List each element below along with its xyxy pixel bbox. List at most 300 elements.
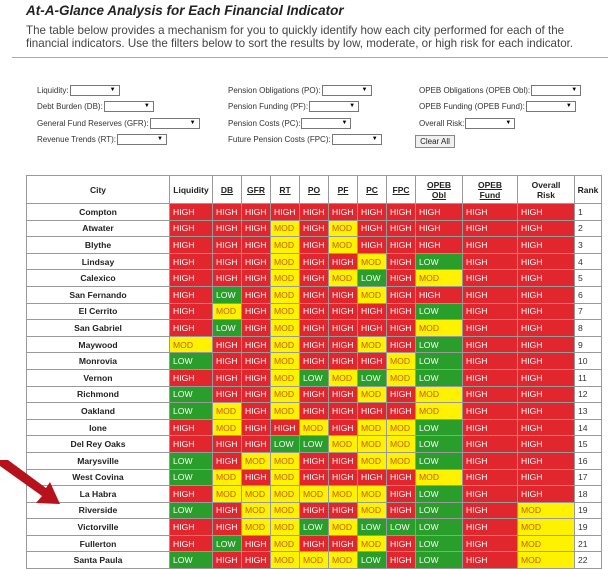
risk-cell: HIGH <box>387 403 416 420</box>
city-cell: Richmond <box>27 386 170 403</box>
risk-cell: HIGH <box>329 419 358 436</box>
filter-pension-costs <box>228 117 351 129</box>
risk-cell: HIGH <box>387 502 416 519</box>
risk-cell: HIGH <box>213 220 242 237</box>
risk-cell: MOD <box>213 403 242 420</box>
risk-cell: LOW <box>170 469 213 486</box>
risk-cell: HIGH <box>271 419 300 436</box>
risk-cell: HIGH <box>170 270 213 287</box>
risk-cell: HIGH <box>463 403 518 420</box>
risk-cell: MOD <box>271 552 300 569</box>
risk-cell: HIGH <box>518 403 575 420</box>
risk-cell: LOW <box>271 436 300 453</box>
risk-cell: HIGH <box>213 519 242 536</box>
risk-cell: HIGH <box>300 253 329 270</box>
risk-cell: HIGH <box>463 303 518 320</box>
chevron-down-icon: ▼ <box>565 102 572 109</box>
city-cell: Riverside <box>27 502 170 519</box>
risk-cell: LOW <box>213 286 242 303</box>
risk-cell: HIGH <box>463 204 518 221</box>
risk-cell: MOD <box>213 303 242 320</box>
column-header: RT <box>271 176 300 204</box>
filter-opeb-obl-select[interactable] <box>531 85 581 96</box>
risk-cell: HIGH <box>170 519 213 536</box>
rank-cell: 11 <box>575 369 602 386</box>
risk-cell: HIGH <box>242 253 271 270</box>
risk-cell: HIGH <box>329 502 358 519</box>
city-cell: Maywood <box>27 336 170 353</box>
risk-cell: HIGH <box>213 552 242 569</box>
risk-cell: HIGH <box>213 369 242 386</box>
table-row <box>27 353 602 370</box>
filter-debt-burden-select[interactable] <box>104 101 154 112</box>
risk-cell: HIGH <box>242 369 271 386</box>
risk-cell: HIGH <box>463 353 518 370</box>
table-row <box>27 253 602 270</box>
chevron-down-icon: ▼ <box>157 135 163 142</box>
risk-cell: HIGH <box>518 452 575 469</box>
rank-cell: 4 <box>575 253 602 270</box>
risk-cell: HIGH <box>242 320 271 337</box>
city-cell: Marysville <box>27 452 170 469</box>
filter-label: Debt Burden (DB): <box>37 101 103 111</box>
risk-cell: HIGH <box>387 486 416 503</box>
city-cell: Del Rey Oaks <box>27 436 170 453</box>
table-row <box>27 220 602 237</box>
risk-cell: HIGH <box>463 386 518 403</box>
risk-cell: HIGH <box>463 535 518 552</box>
risk-cell: HIGH <box>242 535 271 552</box>
chevron-down-icon: ▼ <box>361 86 368 93</box>
rank-cell: 18 <box>575 486 602 503</box>
rank-cell: 15 <box>575 436 602 453</box>
risk-cell: HIGH <box>358 403 387 420</box>
risk-cell: HIGH <box>518 469 575 486</box>
rank-cell: 16 <box>575 452 602 469</box>
city-cell: Atwater <box>27 220 170 237</box>
risk-cell: MOD <box>358 502 387 519</box>
risk-cell: HIGH <box>463 336 518 353</box>
city-cell: Victorville <box>27 519 170 536</box>
risk-cell: HIGH <box>242 286 271 303</box>
risk-cell: HIGH <box>213 253 242 270</box>
risk-cell: LOW <box>416 552 463 569</box>
table-row <box>27 386 602 403</box>
column-header: PO <box>300 176 329 204</box>
table-row <box>27 369 602 386</box>
risk-cell: MOD <box>300 419 329 436</box>
risk-cell: MOD <box>242 519 271 536</box>
filter-pf-select[interactable] <box>309 101 359 112</box>
risk-cell: MOD <box>271 270 300 287</box>
filter-label: OPEB Obligations (OPEB Obl): <box>419 85 531 95</box>
risk-cell: HIGH <box>416 220 463 237</box>
risk-cell: HIGH <box>518 253 575 270</box>
filter-label: Pension Costs (PC): <box>228 118 301 128</box>
risk-cell: HIGH <box>463 320 518 337</box>
risk-cell: LOW <box>358 369 387 386</box>
risk-cell: LOW <box>300 369 329 386</box>
risk-cell: HIGH <box>170 220 213 237</box>
risk-cell: HIGH <box>242 237 271 254</box>
risk-cell: HIGH <box>518 486 575 503</box>
rank-cell: 8 <box>575 320 602 337</box>
chevron-down-icon: ▼ <box>571 86 578 93</box>
risk-cell: HIGH <box>271 204 300 221</box>
risk-cell: MOD <box>271 386 300 403</box>
risk-cell: MOD <box>242 502 271 519</box>
risk-cell: HIGH <box>387 320 416 337</box>
risk-cell: MOD <box>271 502 300 519</box>
risk-cell: HIGH <box>242 403 271 420</box>
risk-cell: HIGH <box>300 469 329 486</box>
risk-cell: HIGH <box>329 469 358 486</box>
rank-cell: 21 <box>575 535 602 552</box>
risk-cell: MOD <box>387 369 416 386</box>
risk-cell: HIGH <box>387 270 416 287</box>
risk-cell: HIGH <box>242 419 271 436</box>
risk-cell: HIGH <box>242 336 271 353</box>
risk-cell: HIGH <box>463 270 518 287</box>
filter-pension-obligations <box>228 84 372 96</box>
risk-cell: MOD <box>329 552 358 569</box>
risk-cell: HIGH <box>170 204 213 221</box>
chevron-down-icon: ▼ <box>349 102 356 109</box>
risk-cell: HIGH <box>170 286 213 303</box>
column-header: Rank <box>575 176 602 204</box>
risk-cell: HIGH <box>358 469 387 486</box>
filter-debt-burden <box>37 100 154 112</box>
risk-cell: MOD <box>416 403 463 420</box>
risk-cell: HIGH <box>387 535 416 552</box>
risk-cell: HIGH <box>300 286 329 303</box>
risk-cell: MOD <box>271 253 300 270</box>
risk-cell: HIGH <box>300 353 329 370</box>
risk-cell: HIGH <box>358 353 387 370</box>
risk-cell: LOW <box>416 452 463 469</box>
risk-cell: HIGH <box>387 469 416 486</box>
risk-cell: HIGH <box>518 436 575 453</box>
risk-cell: HIGH <box>329 403 358 420</box>
table-row <box>27 403 602 420</box>
risk-cell: MOD <box>271 469 300 486</box>
risk-cell: MOD <box>358 535 387 552</box>
risk-cell: LOW <box>416 519 463 536</box>
risk-cell: MOD <box>271 535 300 552</box>
city-cell: Compton <box>27 204 170 221</box>
filter-po-select[interactable] <box>322 85 372 96</box>
filter-label: General Fund Reserves (GFR): <box>37 118 149 128</box>
risk-cell: HIGH <box>518 369 575 386</box>
city-cell: Oakland <box>27 403 170 420</box>
city-cell: Calexico <box>27 270 170 287</box>
filter-label: OPEB Funding (OPEB Fund): <box>419 101 525 111</box>
risk-cell: MOD <box>271 286 300 303</box>
risk-cell: HIGH <box>387 220 416 237</box>
table-row <box>27 519 602 536</box>
rank-cell: 12 <box>575 386 602 403</box>
risk-cell: HIGH <box>242 353 271 370</box>
risk-table <box>26 175 602 569</box>
risk-cell: MOD <box>518 502 575 519</box>
risk-cell: MOD <box>213 419 242 436</box>
risk-cell: HIGH <box>387 204 416 221</box>
risk-cell: LOW <box>170 502 213 519</box>
risk-cell: LOW <box>213 320 242 337</box>
risk-cell: HIGH <box>242 303 271 320</box>
rank-cell: 19 <box>575 502 602 519</box>
clear-all-button[interactable]: Clear All <box>415 135 455 148</box>
risk-cell: MOD <box>416 270 463 287</box>
risk-cell: LOW <box>358 519 387 536</box>
column-header: PF <box>329 176 358 204</box>
risk-cell: LOW <box>300 519 329 536</box>
filter-label: Overall Risk: <box>419 118 465 128</box>
rank-cell: 14 <box>575 419 602 436</box>
risk-cell: HIGH <box>329 204 358 221</box>
risk-cell: HIGH <box>213 336 242 353</box>
risk-cell: HIGH <box>300 270 329 287</box>
risk-cell: MOD <box>271 519 300 536</box>
table-row <box>27 486 602 503</box>
risk-cell: HIGH <box>329 286 358 303</box>
risk-cell: HIGH <box>416 286 463 303</box>
risk-cell: HIGH <box>387 237 416 254</box>
rank-cell: 2 <box>575 220 602 237</box>
city-cell: San Fernando <box>27 286 170 303</box>
risk-cell: HIGH <box>170 486 213 503</box>
filter-future-pension-costs <box>228 133 382 145</box>
rank-cell: 3 <box>575 237 602 254</box>
risk-cell: LOW <box>416 486 463 503</box>
risk-cell: LOW <box>416 303 463 320</box>
risk-cell: HIGH <box>518 320 575 337</box>
risk-cell: HIGH <box>387 286 416 303</box>
chevron-down-icon: ▼ <box>189 119 196 126</box>
chevron-down-icon: ▼ <box>143 102 150 109</box>
city-cell: Monrovia <box>27 353 170 370</box>
city-cell: West Covina <box>27 469 170 486</box>
column-header: Liquidity <box>170 176 213 204</box>
risk-cell: MOD <box>358 419 387 436</box>
filter-overall-risk-select[interactable] <box>465 118 515 129</box>
risk-cell: HIGH <box>300 386 329 403</box>
table-row <box>27 419 602 436</box>
risk-cell: HIGH <box>300 220 329 237</box>
risk-cell: MOD <box>271 486 300 503</box>
risk-cell: MOD <box>358 286 387 303</box>
risk-cell: HIGH <box>242 204 271 221</box>
risk-cell: HIGH <box>463 253 518 270</box>
risk-cell: HIGH <box>463 369 518 386</box>
risk-cell: HIGH <box>518 303 575 320</box>
filter-liquidity-select[interactable] <box>70 85 120 96</box>
risk-cell: HIGH <box>358 320 387 337</box>
column-header: GFR <box>242 176 271 204</box>
risk-cell: HIGH <box>329 535 358 552</box>
risk-cell: MOD <box>300 552 329 569</box>
risk-cell: LOW <box>387 519 416 536</box>
risk-cell: HIGH <box>242 220 271 237</box>
risk-cell: HIGH <box>300 303 329 320</box>
city-cell: Lindsay <box>27 253 170 270</box>
column-header: PC <box>358 176 387 204</box>
risk-cell: HIGH <box>170 369 213 386</box>
filter-rt-select[interactable] <box>117 134 167 145</box>
risk-cell: MOD <box>387 452 416 469</box>
risk-cell: HIGH <box>242 469 271 486</box>
risk-cell: MOD <box>271 336 300 353</box>
risk-cell: HIGH <box>170 253 213 270</box>
risk-cell: MOD <box>358 452 387 469</box>
risk-cell: HIGH <box>242 270 271 287</box>
risk-cell: LOW <box>416 502 463 519</box>
risk-cell: MOD <box>358 253 387 270</box>
table-row <box>27 436 602 453</box>
risk-cell: HIGH <box>463 452 518 469</box>
risk-cell: MOD <box>329 220 358 237</box>
risk-cell: LOW <box>416 436 463 453</box>
risk-cell: HIGH <box>329 303 358 320</box>
risk-cell: HIGH <box>463 552 518 569</box>
risk-cell: MOD <box>416 386 463 403</box>
risk-cell: HIGH <box>300 204 329 221</box>
divider <box>12 57 608 58</box>
risk-cell: LOW <box>170 403 213 420</box>
risk-cell: MOD <box>358 486 387 503</box>
risk-cell: LOW <box>300 436 329 453</box>
risk-cell: MOD <box>329 369 358 386</box>
chevron-down-icon: ▼ <box>109 86 116 93</box>
risk-cell: MOD <box>416 469 463 486</box>
column-header: FPC <box>387 176 416 204</box>
table-row <box>27 502 602 519</box>
risk-cell: HIGH <box>518 386 575 403</box>
rank-cell: 19 <box>575 519 602 536</box>
rank-cell: 9 <box>575 336 602 353</box>
risk-cell: MOD <box>271 403 300 420</box>
risk-cell: HIGH <box>463 519 518 536</box>
risk-cell: HIGH <box>463 436 518 453</box>
risk-cell: HIGH <box>463 502 518 519</box>
risk-cell: HIGH <box>416 204 463 221</box>
city-cell: Blythe <box>27 237 170 254</box>
risk-cell: MOD <box>518 535 575 552</box>
filter-gfr-select[interactable] <box>150 118 200 129</box>
city-cell: Ione <box>27 419 170 436</box>
risk-cell: MOD <box>387 419 416 436</box>
table-row <box>27 336 602 353</box>
table-row <box>27 204 602 221</box>
risk-cell: MOD <box>518 552 575 569</box>
risk-cell: HIGH <box>329 336 358 353</box>
city-cell: San Gabriel <box>27 320 170 337</box>
risk-cell: LOW <box>213 535 242 552</box>
table-row <box>27 303 602 320</box>
risk-cell: HIGH <box>416 237 463 254</box>
filter-pension-funding <box>228 100 359 112</box>
risk-cell: LOW <box>170 353 213 370</box>
risk-cell: HIGH <box>329 353 358 370</box>
filter-liquidity <box>37 84 120 96</box>
risk-cell: LOW <box>416 353 463 370</box>
risk-cell: MOD <box>271 237 300 254</box>
risk-cell: LOW <box>170 552 213 569</box>
risk-cell: MOD <box>213 486 242 503</box>
risk-cell: HIGH <box>242 552 271 569</box>
risk-cell: HIGH <box>213 502 242 519</box>
risk-cell: HIGH <box>300 336 329 353</box>
rank-cell: 7 <box>575 303 602 320</box>
risk-cell: HIGH <box>387 552 416 569</box>
risk-cell: MOD <box>271 369 300 386</box>
table-row <box>27 552 602 569</box>
intro-text: The table below provides a mechanism for you to quickly identify how each city performed for each of the financial indicators. Use the filters below to sort the results by low, moderate, or high risk for each indicator. <box>26 24 574 50</box>
risk-cell: MOD <box>387 353 416 370</box>
filter-fpc-select[interactable] <box>332 134 382 145</box>
column-header: DB <box>213 176 242 204</box>
filter-label: Pension Obligations (PO): <box>228 85 321 95</box>
filter-label: Future Pension Costs (FPC): <box>228 134 331 144</box>
page-title: At-A-Glance Analysis for Each Financial Indicator <box>26 3 344 18</box>
risk-cell: HIGH <box>170 303 213 320</box>
filter-label: Pension Funding (PF): <box>228 101 309 111</box>
filter-pc-select[interactable] <box>301 118 351 129</box>
risk-cell: LOW <box>416 336 463 353</box>
risk-cell: HIGH <box>329 320 358 337</box>
filter-label: Revenue Trends (RT): <box>37 134 116 144</box>
risk-cell: HIGH <box>329 253 358 270</box>
risk-cell: HIGH <box>300 535 329 552</box>
risk-cell: HIGH <box>518 286 575 303</box>
risk-cell: HIGH <box>170 436 213 453</box>
risk-cell: HIGH <box>358 237 387 254</box>
filter-revenue-trends <box>37 133 167 145</box>
risk-cell: HIGH <box>213 237 242 254</box>
risk-cell: HIGH <box>329 386 358 403</box>
risk-cell: HIGH <box>242 386 271 403</box>
risk-cell: LOW <box>358 552 387 569</box>
rank-cell: 6 <box>575 286 602 303</box>
risk-cell: MOD <box>329 237 358 254</box>
risk-cell: HIGH <box>358 303 387 320</box>
filter-opeb-fund-select[interactable] <box>526 101 576 112</box>
rank-cell: 22 <box>575 552 602 569</box>
risk-cell: LOW <box>416 419 463 436</box>
risk-cell: HIGH <box>387 386 416 403</box>
risk-cell: HIGH <box>300 502 329 519</box>
risk-cell: HIGH <box>518 270 575 287</box>
risk-cell: HIGH <box>463 469 518 486</box>
risk-cell: MOD <box>271 220 300 237</box>
risk-cell: MOD <box>329 436 358 453</box>
city-cell: Santa Paula <box>27 552 170 569</box>
column-header: City <box>27 176 170 204</box>
risk-cell: HIGH <box>387 303 416 320</box>
filter-label: Liquidity: <box>37 85 69 95</box>
filter-opeb-obligations <box>419 84 581 96</box>
risk-cell: LOW <box>416 535 463 552</box>
risk-cell: HIGH <box>463 419 518 436</box>
risk-cell: HIGH <box>242 436 271 453</box>
risk-cell: MOD <box>271 452 300 469</box>
risk-cell: HIGH <box>463 286 518 303</box>
risk-cell: MOD <box>329 519 358 536</box>
risk-cell: HIGH <box>213 436 242 453</box>
risk-cell: LOW <box>416 369 463 386</box>
risk-cell: HIGH <box>518 336 575 353</box>
risk-cell: HIGH <box>300 452 329 469</box>
